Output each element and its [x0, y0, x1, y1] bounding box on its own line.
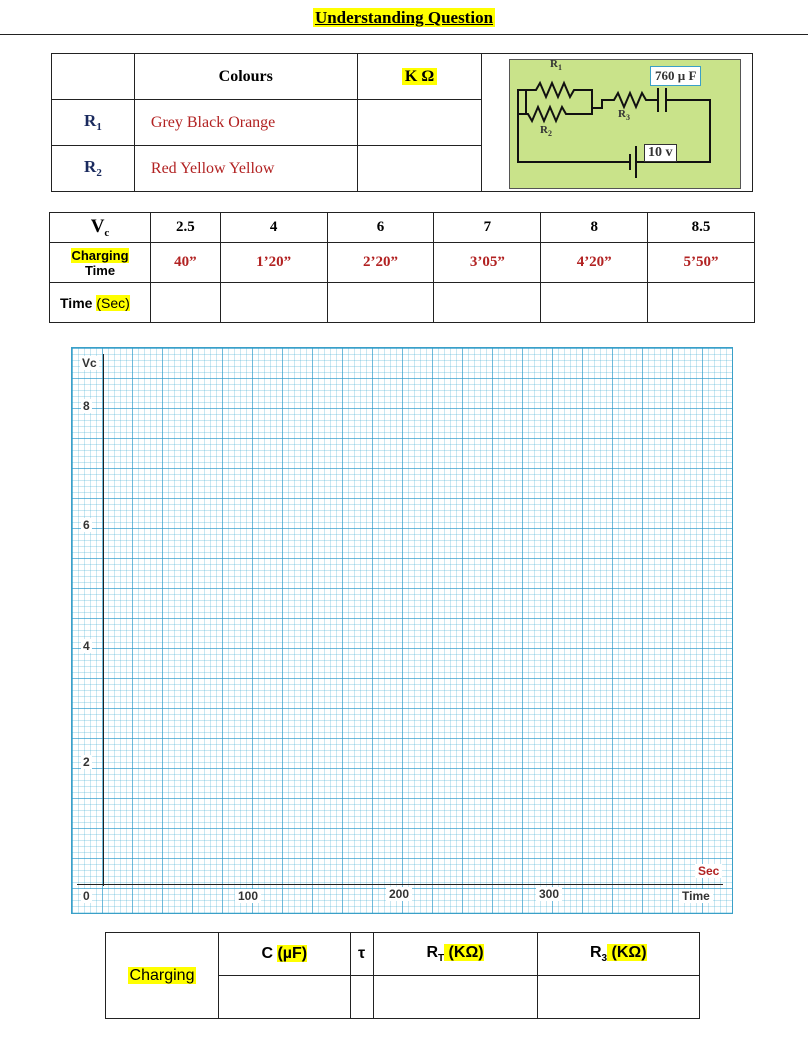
colours-header-label: Colours [218, 67, 273, 85]
charging-time-value: 5’50” [648, 243, 755, 283]
charging-row-label: Charging [129, 966, 195, 984]
charging-time-value: 3’05” [434, 243, 541, 283]
results-table [105, 932, 700, 1019]
time-sec-input[interactable] [327, 283, 434, 323]
r1-label: $R_1$ [550, 58, 562, 73]
corner-cell [52, 54, 135, 100]
time-sec-label-1: Time [60, 294, 93, 311]
colours-header [134, 54, 357, 100]
tau-header: τ [350, 933, 373, 976]
results-header-row [106, 933, 700, 976]
vc-value: 8 [541, 213, 648, 243]
r1-resistor [526, 83, 592, 108]
x-tick-label: 100 [235, 889, 261, 903]
graph-paper[interactable] [71, 347, 733, 914]
r3-resistor [592, 93, 658, 108]
vc-row [50, 213, 755, 243]
y-tick-label: 4 [83, 639, 90, 653]
resistor-colours-cell [134, 100, 357, 146]
time-sec-input[interactable] [541, 283, 648, 323]
charging-time-row [50, 243, 755, 283]
resistor-name: R [84, 157, 97, 177]
y-axis [103, 354, 104, 886]
y-tick-label: 2 [83, 755, 90, 769]
time-sec-input[interactable] [151, 283, 221, 323]
vc-value: 4 [220, 213, 327, 243]
capacitance-input[interactable] [219, 976, 351, 1019]
results-row-header [106, 933, 219, 1019]
time-sec-row [50, 283, 755, 323]
circuit-diagram [509, 59, 741, 189]
r2-resistor [518, 107, 592, 121]
resistor-colours: Red Yellow Yellow [150, 159, 275, 177]
kohm-header-label: K Ω [402, 68, 437, 85]
vc-header [50, 213, 151, 243]
title-divider [0, 34, 808, 35]
voltage-label: 10 v [644, 144, 677, 162]
rt-input[interactable] [373, 976, 537, 1019]
r3-label: $R_3$ [618, 108, 630, 123]
kohm-header [357, 54, 482, 100]
x-tick-label: 200 [386, 887, 412, 901]
capacitance-label: 760 µ F [650, 66, 701, 86]
time-sec-input[interactable] [648, 283, 755, 323]
charging-time-value: 1’20” [220, 243, 327, 283]
charging-time-label-2: Time [84, 262, 116, 278]
y-tick-label: 6 [83, 518, 90, 532]
charging-time-label-1: Charging [71, 247, 129, 263]
x-unit-label: Sec [695, 864, 722, 878]
capacitance-header: C (µF) [219, 933, 351, 976]
resistor-colours-cell [134, 146, 357, 192]
vc-value: 7 [434, 213, 541, 243]
vc-label: V [90, 215, 105, 237]
charging-time-value: 2’20” [327, 243, 434, 283]
resistor-name-cell [52, 146, 135, 192]
time-sec-header [50, 283, 151, 323]
r3-input[interactable] [537, 976, 699, 1019]
resistor-colours: Grey Black Orange [150, 113, 276, 131]
x-tick-label: 300 [536, 887, 562, 901]
charging-table [49, 212, 755, 323]
origin-label: 0 [83, 889, 90, 903]
r2-label: $R_2$ [540, 124, 552, 139]
vc-subscript: c [104, 227, 110, 240]
charging-time-value: 4’20” [541, 243, 648, 283]
vc-value: 2.5 [151, 213, 221, 243]
y-axis-label: Vc [82, 356, 97, 370]
page-title: Understanding Question [314, 8, 494, 27]
r3-header: $R_3$ (KΩ) [537, 933, 699, 976]
time-sec-input[interactable] [434, 283, 541, 323]
page-title-wrap [0, 8, 808, 28]
resistor-subscript: 1 [96, 121, 102, 134]
time-sec-label-2: (Sec) [96, 294, 130, 311]
resistor-kohm-input[interactable] [357, 100, 482, 146]
resistor-subscript: 2 [96, 167, 102, 180]
x-axis-label: Time [679, 889, 713, 903]
rt-header: $R_T$ (KΩ) [373, 933, 537, 976]
vc-value: 6 [327, 213, 434, 243]
resistor-name-cell [52, 100, 135, 146]
x-axis [77, 884, 723, 885]
vc-value: 8.5 [648, 213, 755, 243]
tau-input[interactable] [350, 976, 373, 1019]
charging-time-value: 40” [151, 243, 221, 283]
y-tick-label: 8 [83, 399, 90, 413]
time-sec-input[interactable] [220, 283, 327, 323]
resistor-kohm-input[interactable] [357, 146, 482, 192]
charging-time-header [50, 243, 151, 283]
resistor-name: R [84, 111, 97, 131]
